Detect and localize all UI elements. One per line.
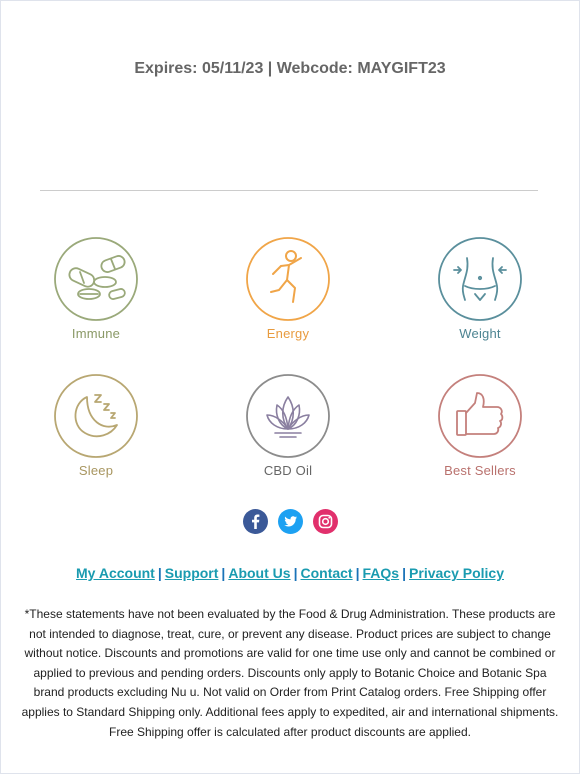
divider <box>40 190 538 191</box>
category-cbd-oil[interactable] <box>208 373 368 478</box>
link-separator: | <box>355 565 360 581</box>
privacy-policy-link[interactable]: Privacy Policy <box>409 565 504 581</box>
category-immune[interactable] <box>16 236 176 341</box>
category-weight[interactable] <box>400 236 560 341</box>
twitter-icon <box>278 509 303 534</box>
link-separator: | <box>221 565 226 581</box>
facebook-icon <box>243 509 268 534</box>
contact-link[interactable]: Contact <box>300 565 353 581</box>
link-separator: | <box>157 565 162 581</box>
twitter-button[interactable] <box>278 509 303 534</box>
pills-icon <box>53 236 139 322</box>
expires-webcode-text: Expires: 05/11/23 | Webcode: MAYGIFT23 <box>134 60 446 77</box>
category-energy[interactable] <box>208 236 368 341</box>
footer-links <box>0 565 580 581</box>
waist-icon <box>437 236 523 322</box>
category-best-sellers[interactable] <box>400 373 560 478</box>
instagram-icon <box>313 509 338 534</box>
category-label-sleep: Sleep <box>78 463 114 478</box>
my-account-link[interactable]: My Account <box>76 565 155 581</box>
support-link[interactable]: Support <box>164 565 219 581</box>
link-separator: | <box>402 565 407 581</box>
faqs-link[interactable]: FAQs <box>362 565 400 581</box>
category-sleep[interactable] <box>16 373 176 478</box>
social-links <box>0 509 580 534</box>
category-label-immune: Immune <box>71 326 121 341</box>
moon-icon <box>53 373 139 459</box>
lotus-icon <box>245 373 331 459</box>
running-person-icon <box>245 236 331 322</box>
about-us-link[interactable]: About Us <box>228 565 291 581</box>
category-label-cbd-oil: CBD Oil <box>263 463 313 478</box>
facebook-button[interactable] <box>243 509 268 534</box>
category-label-best-sellers: Best Sellers <box>444 463 516 478</box>
instagram-button[interactable] <box>313 509 338 534</box>
disclaimer-text: *These statements have not been evaluated by the Food & Drug Administration. These products are not intended to diagnose, treat, cure, or prevent any disease. Product prices are subject to change without notice. Discounts and promotions are valid for one time use only and cannot be combined or applied to previous and pending orders. Discounts only apply to Botanic Choice and Botanic Spa brand products excluding Nu u. Not valid on Order from Print Catalog orders. Free Shipping offer applies to Standard Shipping only. Additional fees apply to expedited, air and international shipments. Free Shipping offer is calculated after product discounts are applied. <box>21 607 559 739</box>
link-separator: | <box>293 565 298 581</box>
thumbs-up-icon <box>437 373 523 459</box>
category-label-energy: Energy <box>266 326 310 341</box>
category-label-weight: Weight <box>459 326 501 341</box>
